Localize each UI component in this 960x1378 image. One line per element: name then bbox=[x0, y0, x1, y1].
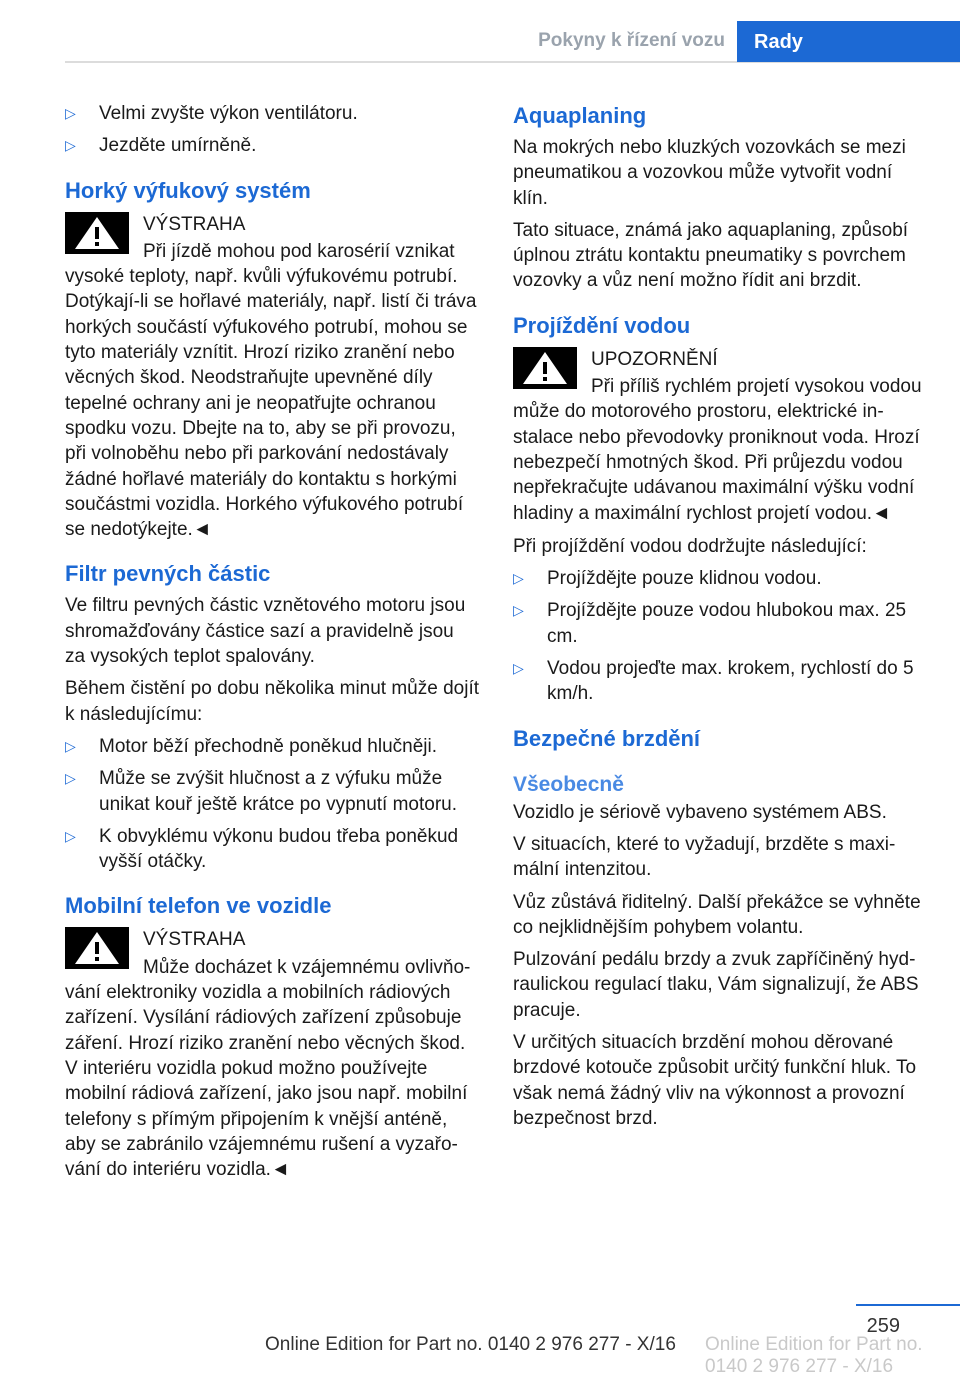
bullet-list-water bbox=[513, 566, 927, 706]
triangle-bullet-icon: ▷ bbox=[65, 827, 76, 844]
footer-edition: Online Edition for Part no. 0140 2 976 277 - X/16 bbox=[265, 1334, 676, 1355]
warning-block bbox=[65, 212, 479, 543]
header-section-title: Pokyny k řízení vozu bbox=[538, 30, 725, 51]
warning-text: Při jízdě mohou pod karosérií vznikat vysoké teploty, např. kvůli výfukovému potrubí. Dotýkají-li se hořlavé materiály, např. listí či tráva horkých součástí výfukového potrubí, mohou se tyto materiály vznítit. Hrozí riziko zranění nebo věcných škod. Neodstraňujte upevněné díly tepelné ochrany ani je neopatřujte ochranou spodku vozu. Dbejte na to, aby se při provozu, při volnoběhu nebo při parkování nedostávaly žádné hořlavé materiály do kontaktu s horkými součástmi vozidla. Horkého výfukového potrubí se nedotýkejte.◄ bbox=[65, 240, 477, 541]
list-item: ▷ Jezděte umírněně. bbox=[65, 133, 479, 158]
list-item: ▷ K obvyklému výkonu budou třeba poněkud vyšší otáčky. bbox=[65, 825, 459, 873]
paragraph: Vozidlo je sériově vybaveno systémem ABS. bbox=[513, 801, 887, 823]
left-column bbox=[65, 101, 479, 1190]
triangle-bullet-icon: ▷ bbox=[513, 602, 524, 619]
warning-triangle-icon bbox=[513, 347, 577, 389]
caution-label: UPOZORNĚNÍ bbox=[591, 348, 718, 370]
triangle-bullet-icon: ▷ bbox=[65, 737, 76, 754]
paragraph: V situacích, které to vyžadují, brzděte s maximální intenzitou. bbox=[513, 833, 896, 881]
triangle-bullet-icon: ▷ bbox=[513, 660, 524, 677]
paragraph: Vůz zůstává řiditelný. Další překážce se vyhněte co nejklidnějším pohybem volantu. bbox=[513, 891, 921, 938]
warning-triangle-icon bbox=[65, 927, 129, 969]
warning-text: Může docházet k vzájemnému ovlivňování elektroniky vozidla a mobilních rádiových zařízení. Vysílání rádiových zařízení způsobuje záření. Hrozí riziko zranění nebo věcných škod. V interiéru vozidla pokud možno používejte mobilní rádiová zařízení, jako jsou např. mobilní telefony s přímým připojením k vnější anténě, aby se zabránilo vzájemnému rušení a vyzařování do interiéru vozidla.◄ bbox=[65, 956, 471, 1181]
list-item: ▷ Motor běží přechodně poněkud hlučněji. bbox=[65, 734, 479, 759]
paragraph: Na mokrých nebo kluzkých vozovkách se mezi pneumatikou a vozovkou může vytvořit vodní klín. bbox=[513, 137, 906, 209]
subsection-heading-general: Všeobecně bbox=[513, 772, 624, 796]
paragraph: Pulzování pedálu brzdy a zvuk zapříčiněný hydraulickou regulací tlaku, Vám signalizují, že ABS pracuje. bbox=[513, 949, 919, 1021]
paragraph: Ve filtru pevných částic vznětového motoru jsou shromažďovány částice sazí a pravidelně jsou za vysokých teplot spalovány. bbox=[65, 595, 466, 668]
footer-rule bbox=[856, 1304, 960, 1306]
section-heading-water: Projíždění vodou bbox=[513, 312, 691, 338]
caution-text: Při příliš rychlém projetí vysokou vodou může do motorového prostoru, elektrické instalace nebo převodovky proniknout voda. Hrozí nebezpečí hmotných škod. Při průjezdu vodou nepřekračujte udávanou maximální výšku vodní hladiny a maximální rychlost projetí vodou.◄ bbox=[513, 376, 922, 524]
list-item: ▷ Projíždějte pouze vodou hlubokou max. 25 cm. bbox=[513, 600, 907, 647]
triangle-bullet-icon: ▷ bbox=[513, 570, 524, 587]
bullet-list-filter bbox=[65, 734, 479, 874]
warning-label: VÝSTRAHA bbox=[143, 213, 246, 235]
warning-block bbox=[65, 927, 479, 1182]
paragraph: V určitých situacích brzdění mohou děrované brzdové kotouče způsobit určitý funkční hluk. To však nemá žádný vliv na výkonnost a provozní bezpečnost brzd. bbox=[513, 1032, 917, 1129]
triangle-bullet-icon: ▷ bbox=[65, 137, 76, 154]
triangle-bullet-icon: ▷ bbox=[65, 770, 76, 787]
bullet-list-ventilation bbox=[65, 101, 479, 159]
triangle-bullet-icon: ▷ bbox=[65, 105, 76, 121]
list-item: ▷ Projíždějte pouze klidnou vodou. bbox=[513, 566, 927, 591]
paragraph: Tato situace, známá jako aquaplaning, způsobí úplnou ztrátu kontaktu pneumatiky s povrchem vozovky a vůz není možno řídit ani brzdit. bbox=[513, 219, 909, 292]
section-heading-hot-exhaust: Horký výfukový systém bbox=[65, 177, 311, 203]
page-number: 259 bbox=[866, 1315, 900, 1337]
paragraph: Během čistění po dobu několika minut může dojít k následujícímu: bbox=[65, 678, 480, 725]
list-item: ▷ Vodou projeďte max. krokem, rychlostí do 5 km/h. bbox=[513, 658, 914, 705]
warning-triangle-icon bbox=[65, 212, 129, 254]
section-heading-braking: Bezpečné brzdění bbox=[513, 725, 701, 751]
section-heading-mobile-phone: Mobilní telefon ve vozidle bbox=[65, 893, 332, 919]
right-column bbox=[513, 101, 927, 1138]
warning-label: VÝSTRAHA bbox=[143, 929, 246, 951]
header-tab: Rady bbox=[737, 21, 960, 62]
caution-block bbox=[513, 347, 927, 526]
paragraph: Při projíždění vodou dodržujte následující: bbox=[513, 535, 867, 557]
section-heading-particle-filter: Filtr pevných částic bbox=[65, 561, 271, 587]
watermark: Online Edition for Part no. 0140 2 976 277 - X/16 bbox=[705, 1334, 923, 1377]
section-heading-aquaplaning: Aquaplaning bbox=[513, 103, 647, 128]
list-item: ▷ Velmi zvyšte výkon ventilátoru. bbox=[65, 101, 479, 126]
list-item: ▷ Může se zvýšit hlučnost a z výfuku může unikat kouř ještě krátce po vypnutí motoru. bbox=[65, 768, 458, 815]
